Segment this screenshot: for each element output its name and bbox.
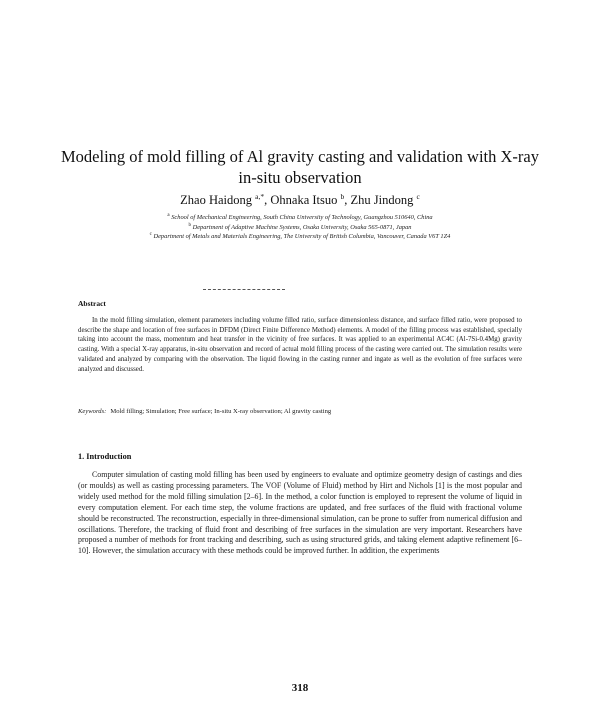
paper-title: Modeling of mold filling of Al gravity casting and validation with X-ray in-situ observation: [61, 147, 539, 187]
affiliations: [60, 213, 540, 242]
author-list: [60, 193, 540, 208]
abstract-heading: Abstract: [78, 299, 106, 308]
keywords-text: Mold filling; Simulation; Free surface; In-situ X-ray observation; Al gravity casting: [110, 408, 332, 415]
section-heading: 1. Introduction: [78, 452, 132, 461]
keywords: [78, 408, 522, 415]
author-mark: b: [340, 191, 345, 201]
introduction-text: Computer simulation of casting mold filling has been used by engineers to evaluate and optimize geometry design of castings and dies (or moulds) as well as casting processing parameters. The VOF (Volume of Fluid) method by Hirt and Nichols [1] is the most popular and widely used method for the mold filling simulation [2–6]. In the method, a color function is employed to represent the volume of liquid in every computation element. For each time step, the volume fractions are updated, and free surfaces of the fluid with fractional volume should be reconstructed. The reconstruction, especially in three-dimensional simulation, can be prone to suffer from numerical diffusion and oscillations. Therefore, the tracking of fluid front and describing of free surfaces in the simulation are very important. Researchers have proposed a number of methods for front tracking and describing, such as using structured grids, and taking element adaptive refinement [6–10]. However, the simulation accuracy with these methods could be improved further. In addition, the experiments: [78, 470, 522, 556]
affiliation: $^a$ School of Mechanical Engineering, South China University of Technology, Guangzhou 510640, China: [167, 212, 433, 221]
author-mark: a,*: [255, 191, 265, 201]
author-mark: c: [416, 191, 420, 201]
author: Ohnaka Itsuo $^b$,: [270, 191, 351, 207]
page-number: 318: [291, 682, 309, 694]
abstract-text: In the mold filling simulation, element parameters including volume filled ratio, surface dimensionless distance, and surface filled ratio, were proposed to describe the shape and location of free surfaces in DFDM (Direct Finite Difference Method) elements. A model of the filling process was established, specially taking into account the mass, momentum and heat transfer in the vicinity of free surfaces. It was applied to an experimental AC4C (Al-7Si-0.4Mg) gravity casting. With a special X-ray apparatus, in-situ observation and record of actual mold filling process of the casting were carried out. The simulation results were validated and analyzed by comparing with the observation. The liquid flowing in the casting runner and ingate as well as the evolution of free surfaces were analyzed and discussed.: [78, 317, 522, 373]
author: Zhu Jindong $^c$: [350, 191, 420, 207]
keywords-label: Keywords:: [78, 408, 107, 415]
affiliation-mark: b: [188, 222, 191, 228]
affiliation: $^b$ Department of Adaptive Machine Systems, Osaka University, Osaka 565-0871, Japan: [188, 222, 412, 231]
affiliation-mark: a: [167, 212, 170, 218]
abstract-divider: [203, 289, 285, 290]
affiliation-mark: c: [149, 232, 152, 238]
author: Zhao Haidong $^{a,*}$,: [180, 191, 271, 207]
affiliation: $^c$ Department of Metals and Materials Engineering, The University of British Columbia, Vancouver, Canada V6T 1Z4: [149, 232, 451, 241]
